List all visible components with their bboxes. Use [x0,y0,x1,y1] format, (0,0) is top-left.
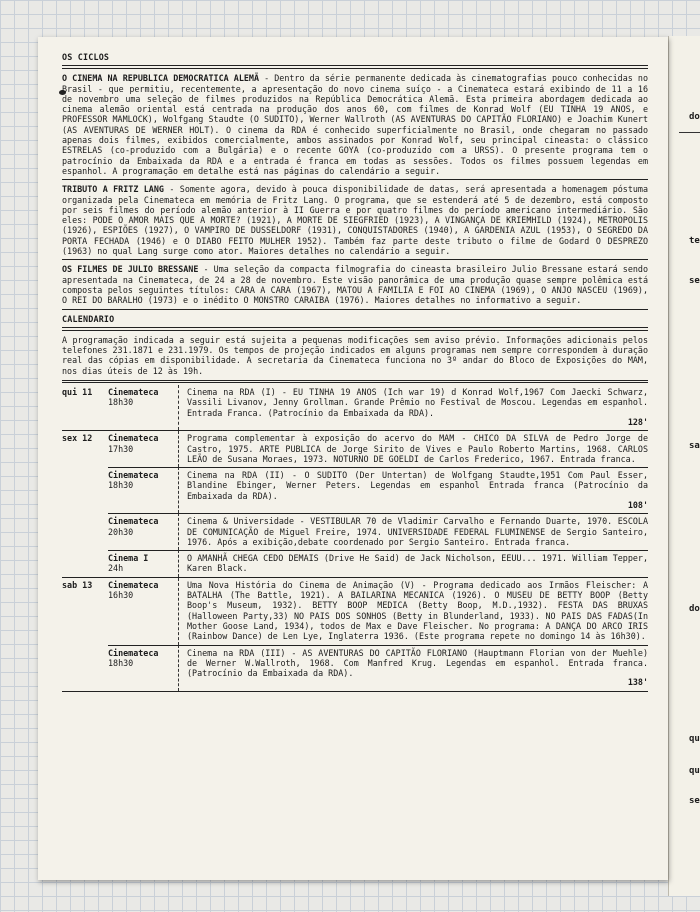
calendar-entry [108,467,648,513]
calendar-entries [108,385,648,430]
divider [62,380,648,381]
entry-venue: Cinemateca [108,433,159,444]
adjacent-page-fragment: do [689,604,700,614]
entry-description: Cinema na RDA (II) - O SUDITO (Der Untertan) de Wolfgang Staudte,1951 Com Paul Esser, Blandine Ebinger, Werner Peters. Legendas em espanhol Entrada franca (Patrocínio da Embaixada da RDA). [187,470,648,501]
entry-duration: 138' [627,677,648,688]
entry-time: 17h30 [108,443,134,454]
cycle-text: - Somente agora, devido à pouca disponibilidade de datas, será apresentada a homenagem póstuma organizada pela Cinemateca em memória de Fritz Lang. O programa, que se estenderá até 5 de dezembro, está composto por seis filmes do período alemão anterior à II Guerra e por quatro filmes do período americano intermediário. São eles: PODE O AMOR MAIS QUE A MORTE? (1921), A MORTE DE SIEGFRIED (1923), A VINGANÇA DE KRIEMHILD (1924), METROPOLIS (1926), ESPIÕES (1927), O VAMPIRO DE DUSSELDORF (1931), CONQUISTADORES (1940), A GARDENIA AZUL (1953), O SEGREDO DA PORTA FECHADA (1946) e O DIABO FEITO MULHER 1952). Também faz parte deste tributo o filme de Godard O DESPREZO (1963) no qual Lang surge como ator. Maiores detalhes no calendário a seguir. [62,184,649,257]
adjacent-page-fragment: se [689,796,700,806]
calendar-intro: A programação indicada a seguir está sujeita a pequenas modificações sem aviso prévio. Informações adicionais pelos telefones 231.1871 e 231.1979. Os tempos de projeção indicados em alguns programas nem sempre correspondem à duração real das cópias em disponibilidade. A secretaria da Cinemateca funciona no 3º andar do Bloco de Exposições do MAM, nos dias úteis de 12 às 19h. [62,334,648,376]
entry-description: Programa complementar à exposição do acervo do MAM - CHICO DA SILVA de Pedro Jorge de Castro, 1975. ARTE PUBLICA de Jorge Sirito de Vives e Paulo Roberto Martins, 1968. CARLOS LEÃO de Susana Moraes, 1973. NOTURNO DE GOELDI de Carlos Frederico, 1967. Entrada franca. [187,433,648,464]
divider [62,179,648,180]
entry-description: Uma Nova História do Cinema de Animação (V) - Programa dedicado aos Irmãos Fleischer: A BATALHA (The Battle, 1921). A BAILARINA MECANICA (1926). O MUSEU DE BETTY BOOP (Betty Boop's Museum, 1932). BETTY BOOP MEDICA (Betty Boop, M.D.,1932). FESTA DAS BRUXAS (Halloween Party,33) NO PAIS DOS SONHOS (Betty in Blunderland, 1933). NO PAIS DAS FADAS(In Mother Goose Land, 1934), todos de Max e Dave Fleischer. No programa: A DANÇA DO ARCO IRIS (Rainbow Dance) de Len Lye, Inglaterra 1936. (Este programa repete no domingo 14 às 16h30). [187,579,648,642]
calendar-day-label: sab 13 [62,579,93,590]
section-title: OS CICLOS [62,52,110,62]
calendar-entry [108,645,648,691]
entry-time: 16h30 [108,590,134,601]
cycle-block [62,184,648,256]
entry-venue: Cinemateca [108,647,159,658]
cycle-title: O CINEMA NA REPUBLICA DEMOCRATICA ALEMÃ [62,73,259,84]
divider [62,65,648,69]
entry-venue-time [108,645,179,691]
calendar-entry [108,550,648,577]
calendar-day-row [62,578,648,691]
entry-description-cell [179,550,648,577]
calendar-day-row [62,385,648,430]
calendar-day-label: qui 11 [62,387,93,398]
entry-venue: Cinemateca [108,579,159,590]
entry-time: 20h30 [108,526,134,537]
entry-time: 18h30 [108,397,134,408]
entry-description: Cinema na RDA (I) - EU TINHA 19 ANOS (Ich war 19) d Konrad Wolf,1967 Com Jaecki Schwarz, Vassili Livanov, Jenny Grollman. Grande Prêmio no Festival de Moscou. Legendas em espanhol. Entrada Franca. (Patrocínio da Embaixada da RDA). [187,387,648,418]
entry-venue: Cinemateca [108,387,159,398]
calendar-entry [108,578,648,645]
entry-description-cell [179,431,648,467]
entry-description: Cinema na RDA (III) - AS AVENTURAS DO CAPITÃO FLORIANO (Hauptmann Florian von der Muehle) de Werner W.Wallroth, 1968. Com Manfred Krug. Legendas em espanhol. Entrada franca. (Patrocínio da Embaixada da RDA). [187,647,648,679]
entry-description-cell [179,467,648,513]
adjacent-page-fragment: qu [689,766,700,776]
adjacent-page-fragment: se [689,276,700,286]
calendar-entries [108,578,648,691]
cycle-title: TRIBUTO A FRITZ LANG [62,184,164,195]
cycle-block [62,73,648,176]
entry-venue: Cinemateca [108,470,159,481]
entry-venue-time [108,467,179,513]
entry-venue-time [108,550,179,577]
cycle-title: OS FILMES DE JULIO BRESSANE [62,264,199,275]
adjacent-page-fragment: sa [689,441,700,451]
adjacent-page-fragment: do [689,112,700,122]
entry-time: 24h [108,563,124,574]
entry-venue-time [108,431,179,467]
entry-description-cell [179,385,648,430]
entry-description-cell [179,578,648,645]
entry-description-cell [179,645,648,691]
calendar-day-label: sex 12 [62,433,93,444]
entry-venue-time [108,385,179,430]
adjacent-page-edge [668,36,700,896]
calendar-entry [108,385,648,430]
calendar-entries [108,431,648,577]
calendar-title: CALENDARIO [62,313,115,324]
document-content [62,52,648,692]
cycle-text: - Dentro da série permanente dedicada às cinematografias pouco conhecidas no Brasil - que permitiu, recentemente, a apresentação do novo cinema suíço - a Cinemateca estará exibindo de 11 a 16 de novembro uma seleção de filmes produzidos na República Democrática Alemã. Esta primeira abordagem dedicada ao cinema alemão oriental está centrada na produção dos anos 60, com filmes de Konrad Wolf (EU TINHA 19 ANOS, e PROFESSOR MAMLOCK), Wolfgang Staudte (O SUDITO), Werner Wallroth (AS AVENTURAS DO CAPITÃO FLORIANO) e Joachim Kunert (AS AVENTURAS DE WERNER HOLT). O cinema da RDA é conhecido superficialmente no Brasil, onde chegaram no passado apenas dois filmes, exibidos comercialmente, ambos assinados por Konrad Wolf, seu principal cineasta: o clássico ESTRELAS (co-produzido com a Bulgária) e o recente GOYA (co-produzido com a URSS). O presente programa tem o patrocínio da Embaixada da RDA e a entrada é franca em todas as sessões. Todos os filmes possuem legendas em espanhol. A programação em detalhe está nas páginas do calendário a seguir. [62,73,648,176]
entry-venue: Cinemateca [108,516,159,527]
calendar-entry [108,513,648,550]
entry-venue-time [108,513,179,550]
divider [62,691,648,692]
cycle-text: - Uma seleção da compacta filmografia do cineasta brasileiro Julio Bressane estará sendo apresentada na Cinemateca, de 24 a 28 de novembro. Este visão panorâmica de uma produção quase sempre polêmica está composta pelos seguintes títulos: CARA A CARA (1967), MATOU A FAMILIA E FOI AO CINEMA (1969), O ANJO NASCEU (1969), O REI DO BARALHO (1973) e o inédito O MONSTRO CARAIBA (1976). Maiores detalhes no informativo a seguir. [62,264,648,306]
divider [62,259,648,260]
entry-time: 18h30 [108,480,134,491]
adjacent-page-fragment: qu [689,734,700,744]
entry-venue: Cinema I [108,553,149,564]
divider [62,327,648,331]
entry-description-cell [179,513,648,550]
entry-description: O AMANHÃ CHEGA CEDO DEMAIS (Drive He Said) de Jack Nicholson, EEUU... 1971. William Tepper, Karen Black. [187,553,648,574]
entry-venue-time [108,578,179,645]
divider [62,309,648,310]
calendar-table [62,385,648,692]
entry-description: Cinema & Universidade - VESTIBULAR 70 de Vladimir Carvalho e Fernando Duarte, 1970. ESCOLA DE COMUNICAÇÃO de Miguel Freire, 1974. UNIVERSIDADE FEDERAL FLUMINENSE de Sergio Santeiro, 1976. Após a exibição,debate coordenado por Sergio Santeiro. Entrada franca. [187,516,648,547]
adjacent-page-fragment: te [689,236,700,246]
entry-time: 18h30 [108,657,134,668]
divider [62,382,648,383]
cycle-block [62,264,648,305]
calendar-entry [108,431,648,467]
entry-duration: 108' [627,499,648,510]
calendar-day-row [62,431,648,577]
entry-duration: 128' [627,416,648,427]
